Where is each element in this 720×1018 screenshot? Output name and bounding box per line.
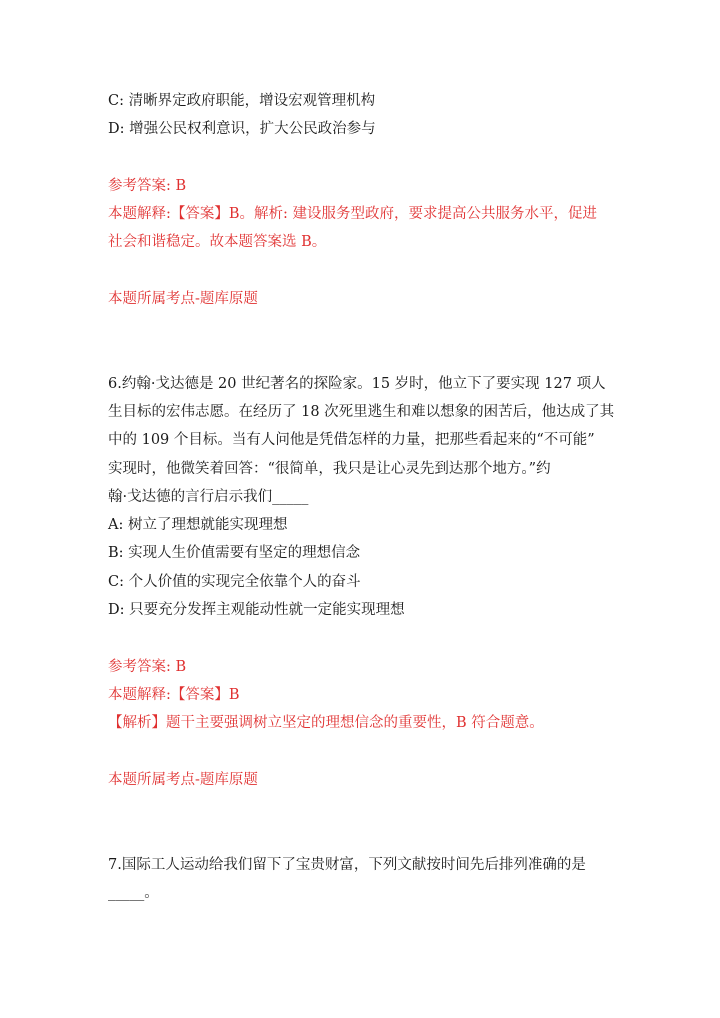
q6-stem-line-5: 翰·戈达德的言行启示我们_____	[108, 489, 309, 505]
q6-stem-line-4: 实现时，他微笑着回答：“很简单，我只是让心灵先到达那个地方。”约	[108, 461, 551, 477]
q6-stem-line-1: 6.约翰·戈达德是 20 世纪著名的探险家。15 岁时，他立下了要实现 127 项人	[108, 376, 606, 392]
q6-source: 本题所属考点-题库原题	[108, 772, 258, 788]
q6-explanation-line2: 【解析】题干主要强调树立坚定的理想信念的重要性，B 符合题意。	[108, 715, 544, 731]
q6-answer: 参考答案: B	[108, 659, 187, 675]
q6-stem-line-3: 中的 109 个目标。当有人问他是凭借怎样的力量，把那些看起来的“不可能”	[108, 432, 595, 448]
q7-stem-line-1: 7.国际工人运动给我们留下了宝贵财富，下列文献按时间先后排列准确的是	[108, 857, 586, 873]
q5-explanation-line1: 本题解释:【答案】B。解析: 建设服务型政府，要求提高公共服务水平，促进	[108, 206, 598, 222]
q6-explanation-line1: 本题解释:【答案】B	[108, 687, 240, 703]
q6-option-d: D: 只要充分发挥主观能动性就一定能实现理想	[108, 602, 405, 618]
q7-stem-line-2: _____。	[108, 885, 159, 901]
q5-explanation-line2: 社会和谐稳定。故本题答案选 B。	[108, 234, 327, 250]
q6-stem-line-2: 生目标的宏伟志愿。在经历了 18 次死里逃生和难以想象的困苦后，他达成了其	[108, 404, 615, 420]
q6-option-c: C: 个人价值的实现完全依靠个人的奋斗	[108, 574, 361, 590]
q6-option-b: B: 实现人生价值需要有坚定的理想信念	[108, 545, 361, 561]
q5-answer: 参考答案: B	[108, 178, 187, 194]
q6-option-a: A: 树立了理想就能实现理想	[108, 517, 288, 533]
q5-option-c: C: 清晰界定政府职能，增设宏观管理机构	[108, 93, 376, 109]
q5-option-d: D: 增强公民权利意识，扩大公民政治参与	[108, 121, 376, 137]
q5-source: 本题所属考点-题库原题	[108, 291, 258, 307]
